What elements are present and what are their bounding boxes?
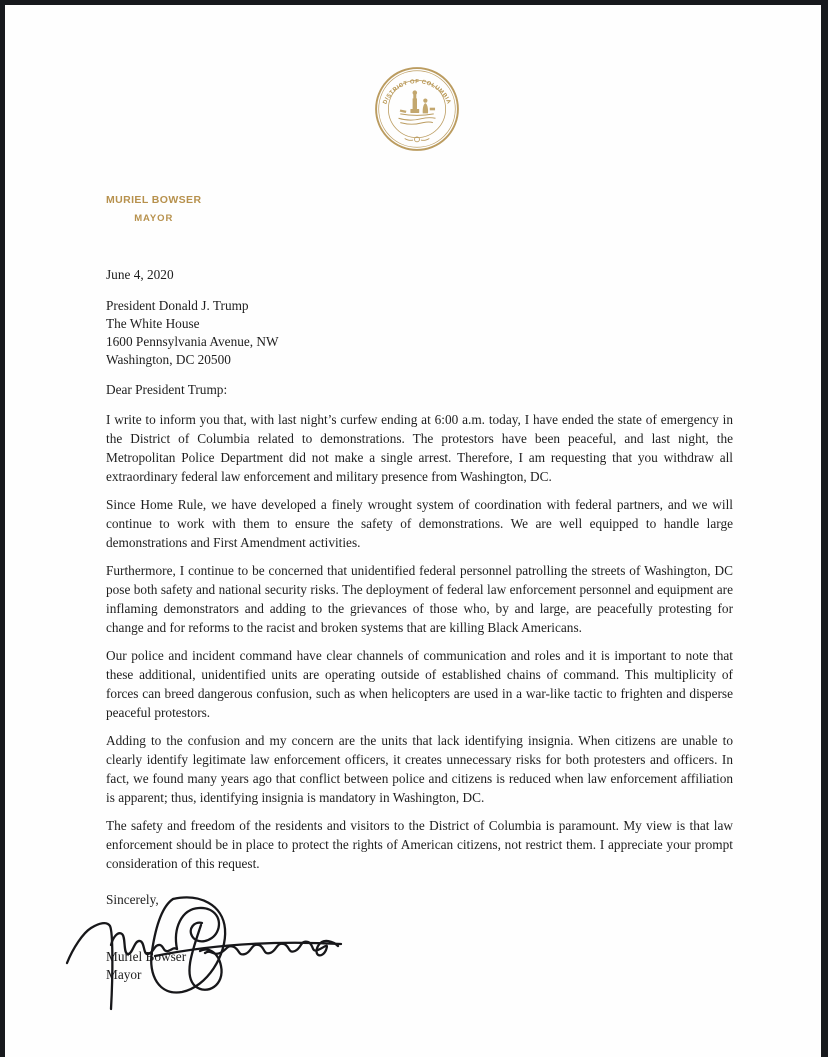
paragraph-3: Furthermore, I continue to be concerned that unidentified federal personnel patrolling the streets of Washington, DC pose both safety and national security risks. The deployment of federal law enforcement personnel and equipment are inflaming demonstrators and adding to the grievances of those who, by and large, are peacefully protesting for change and for reforms to the racist and broken systems that are killing Black Americans. — [106, 563, 733, 635]
dc-seal — [373, 62, 461, 156]
letterhead — [106, 194, 201, 224]
recipient-line: The White House — [106, 316, 200, 331]
paragraph-2: Since Home Rule, we have developed a finely wrought system of coordination with federal partners, and we will continue to work with them to ensure the safety of demonstrations. We are well equipped to handle large demonstrations and First Amendment activities. — [106, 497, 733, 550]
seal-ring-text: DISTRICT OF COLUMBIA — [382, 79, 452, 106]
recipient-address — [106, 297, 733, 369]
salutation: Dear President Trump: — [106, 382, 228, 397]
paragraph-1: I write to inform you that, with last night’s curfew ending at 6:00 a.m. today, I have ended the state of emergency in the District of Columbia related to demonstrations. The protestors have been peaceful, and last night, the Metropolitan Police Department did not make a single arrest. Therefore, I am requesting that you withdraw all extraordinary federal law enforcement and military presence from Washington, DC. — [106, 412, 733, 484]
paragraph-5: Adding to the confusion and my concern are the units that lack identifying insignia. When citizens are unable to clearly identify legitimate law enforcement officers, it creates unnecessary risks for both protesters and officers. In fact, we found many years ago that conflict between police and citizens is reduced when law enforcement affiliation is apparent; thus, identifying insignia is mandatory in Washington, DC. — [106, 733, 733, 805]
letterhead-name: MURIEL BOWSER — [106, 194, 202, 206]
signature-block — [106, 948, 733, 984]
paragraph-4: Our police and incident command have clear channels of communication and roles and it is important to note that these additional, unidentified units are operating outside of established chains of command. This multiplicity of forces can breed dangerous confusion, such as when helicopters are used in a war-like tactic to frighten and disperse peaceful protestors. — [106, 648, 733, 720]
letter-date: June 4, 2020 — [106, 267, 174, 282]
recipient-line: 1600 Pennsylvania Avenue, NW — [106, 334, 279, 349]
letter-body — [106, 265, 733, 984]
paragraph-6: The safety and freedom of the residents and visitors to the District of Columbia is paramount. My view is that law enforcement should be in place to protect the rights of American citizens, not restrict them. I appreciate your prompt consideration of this request. — [106, 818, 733, 871]
recipient-line: President Donald J. Trump — [106, 298, 249, 313]
signer-name: Muriel Bowser — [106, 949, 187, 964]
letter-page — [5, 5, 821, 1057]
letterhead-title: MAYOR — [134, 213, 174, 224]
closing: Sincerely, — [106, 892, 159, 907]
signer-title: Mayor — [106, 967, 142, 982]
recipient-line: Washington, DC 20500 — [106, 352, 231, 367]
